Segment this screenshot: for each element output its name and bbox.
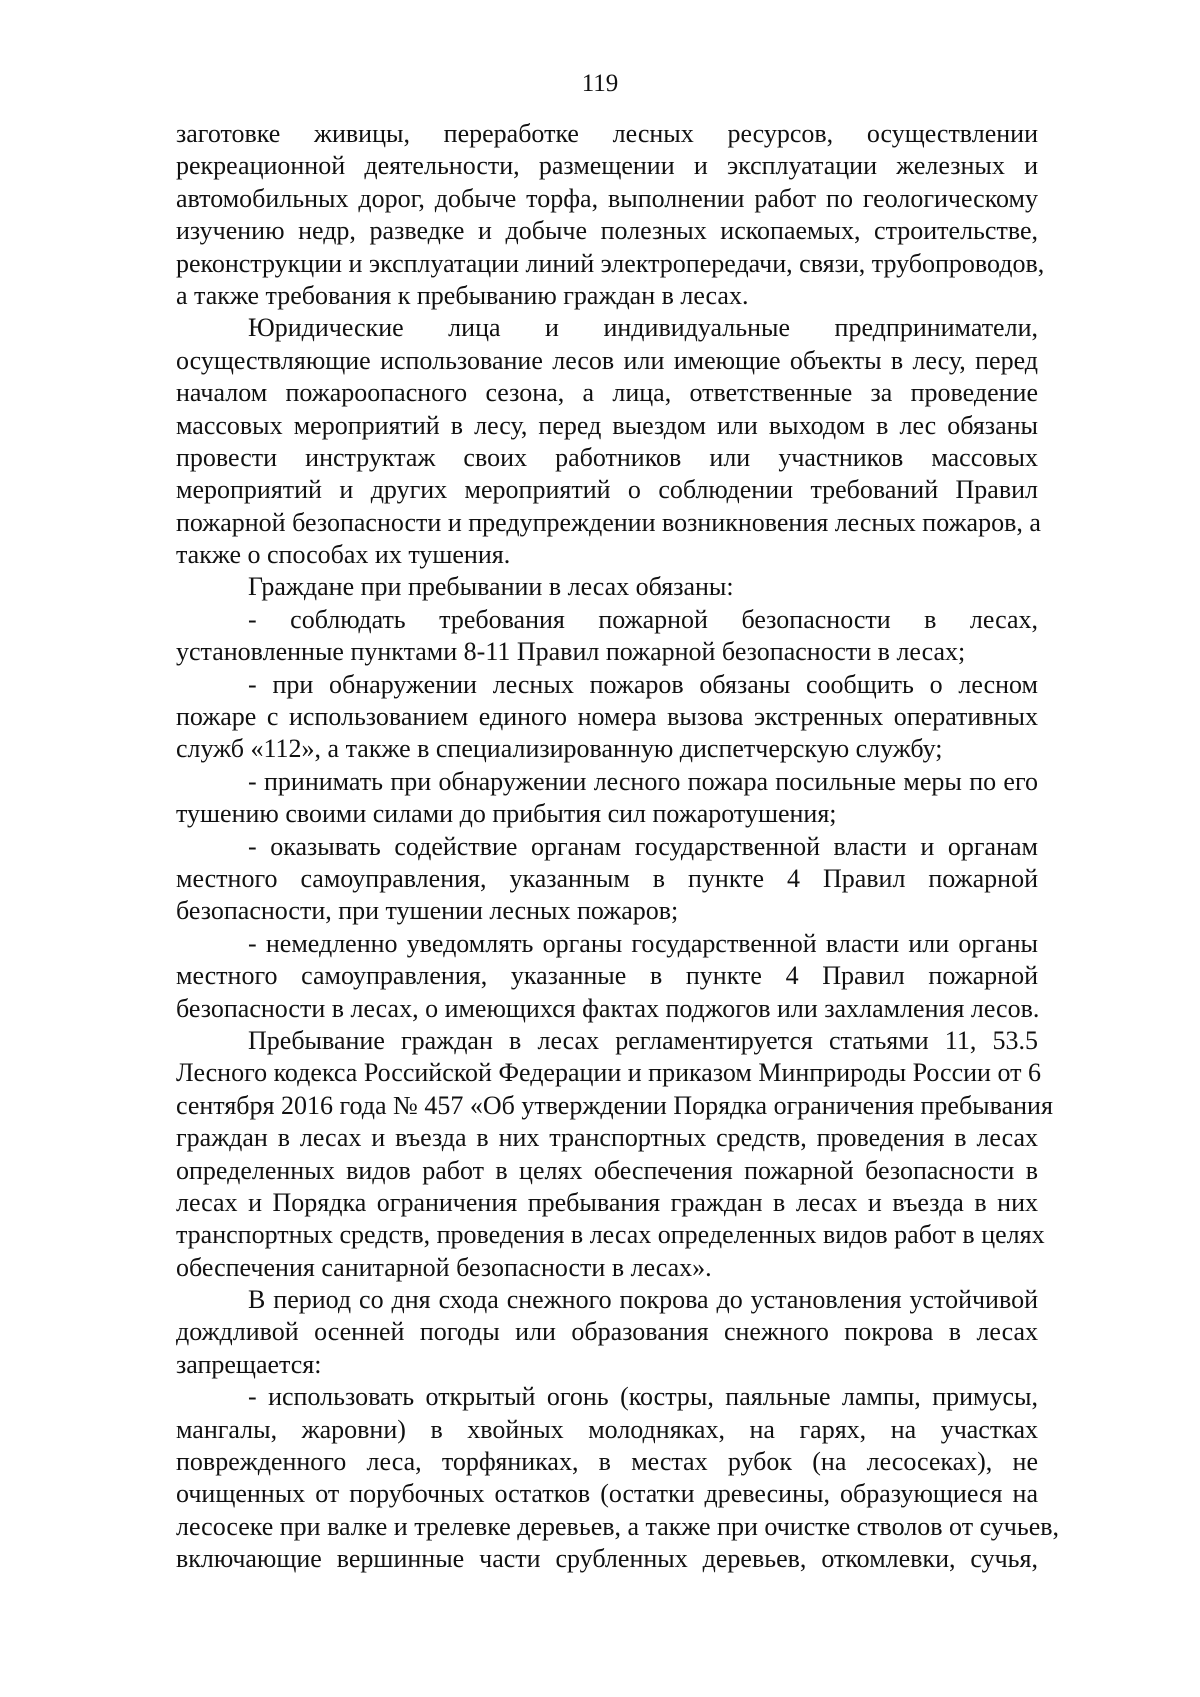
- text-line: тушению своими силами до прибытия сил пожаротушения;: [176, 799, 837, 829]
- text-line: заготовке живицы, переработке лесных ресурсов, осуществлении: [176, 119, 1038, 148]
- text-line: - немедленно уведомлять органы государственной власти или органы: [248, 928, 1038, 958]
- text-line: транспортных средств, проведения в лесах определенных видов работ в целях: [176, 1220, 1045, 1250]
- text-line: сентября 2016 года № 457 «Об утверждении Порядка ограничения пребывания: [176, 1090, 1053, 1120]
- text-line: - оказывать содействие органам государственной власти и органам: [248, 831, 1038, 861]
- text-line: массовых мероприятий в лесу, перед выездом или выходом в лес обязаны: [176, 410, 1038, 440]
- text-line: Пребывание граждан в лесах регламентируется статьями 11, 53.5: [248, 1025, 1038, 1055]
- text-line: рекреационной деятельности, размещении и эксплуатации железных и: [176, 151, 1038, 181]
- text-line: - принимать при обнаружении лесного пожара посильные меры по его: [248, 766, 1038, 796]
- text-line: Лесного кодекса Российской Федерации и приказом Минприроды России от 6: [176, 1058, 1041, 1088]
- text-line: автомобильных дорог, добыче торфа, выполнении работ по геологическому: [176, 183, 1038, 213]
- text-line: поврежденного леса, торфяниках, в местах рубок (на лесосеках), не: [176, 1447, 1038, 1477]
- text-line: мероприятий и других мероприятий о соблюдении требований Правил: [176, 475, 1038, 505]
- text-line: - использовать открытый огонь (костры, паяльные лампы, примусы,: [248, 1382, 1038, 1412]
- text-line: пожаре с использованием единого номера вызова экстренных оперативных: [176, 702, 1038, 732]
- text-line: обеспечения санитарной безопасности в лесах».: [176, 1252, 712, 1282]
- text-line: лесосеке при валке и трелевке деревьев, а также при очистке стволов от сучьев,: [176, 1511, 1060, 1541]
- text-line: дождливой осенней погоды или образования снежного покрова в лесах: [176, 1317, 1038, 1347]
- text-line: граждан в лесах и въезда в них транспортных средств, проведения в лесах: [176, 1123, 1038, 1153]
- text-line: безопасности в лесах, о имеющихся фактах поджогов или захламления лесов.: [176, 993, 1040, 1023]
- text-line: мангалы, жаровни) в хвойных молодняках, на гарях, на участках: [176, 1414, 1038, 1444]
- text-line: служб «112», а также в специализированную диспетчерскую службу;: [176, 734, 943, 764]
- text-line: изучению недр, разведке и добыче полезных ископаемых, строительстве,: [176, 216, 1038, 246]
- text-line: определенных видов работ в целях обеспечения пожарной безопасности в: [176, 1155, 1038, 1185]
- text-line: - соблюдать требования пожарной безопасности в лесах,: [248, 604, 1038, 634]
- text-line: а также требования к пребыванию граждан в лесах.: [176, 280, 749, 310]
- text-line: также о способах их тушения.: [176, 540, 511, 570]
- text-line: - при обнаружении лесных пожаров обязаны сообщить о лесном: [248, 669, 1038, 699]
- text-line: осуществляющие использование лесов или имеющие объекты в лесу, перед: [176, 345, 1038, 375]
- text-line: очищенных от порубочных остатков (остатки древесины, образующиеся на: [176, 1479, 1038, 1509]
- text-line: Юридические лица и индивидуальные предприниматели,: [248, 313, 1038, 343]
- text-line: местного самоуправления, указанные в пункте 4 Правил пожарной: [176, 961, 1038, 991]
- page-number: 119: [581, 70, 619, 97]
- text-line: установленные пунктами 8-11 Правил пожарной безопасности в лесах;: [176, 637, 966, 667]
- text-line: Граждане при пребывании в лесах обязаны:: [248, 572, 734, 602]
- text-line: пожарной безопасности и предупреждении возникновения лесных пожаров, а: [176, 507, 1041, 537]
- text-line: безопасности, при тушении лесных пожаров;: [176, 896, 679, 926]
- text-line: местного самоуправления, указанным в пункте 4 Правил пожарной: [176, 863, 1038, 893]
- text-line: реконструкции и эксплуатации линий электропередачи, связи, трубопроводов,: [176, 248, 1045, 278]
- text-line: лесах и Порядка ограничения пребывания граждан в лесах и въезда в них: [176, 1187, 1038, 1217]
- document-body: [176, 118, 1060, 1576]
- text-line: запрещается:: [176, 1349, 322, 1379]
- text-line: началом пожароопасного сезона, а лица, ответственные за проведение: [176, 378, 1038, 408]
- text-line: провести инструктаж своих работников или участников массовых: [176, 442, 1038, 472]
- text-line: В период со дня схода снежного покрова до установления устойчивой: [248, 1285, 1038, 1315]
- text-line: включающие вершинные части срубленных деревьев, откомлевки, сучья,: [176, 1544, 1038, 1574]
